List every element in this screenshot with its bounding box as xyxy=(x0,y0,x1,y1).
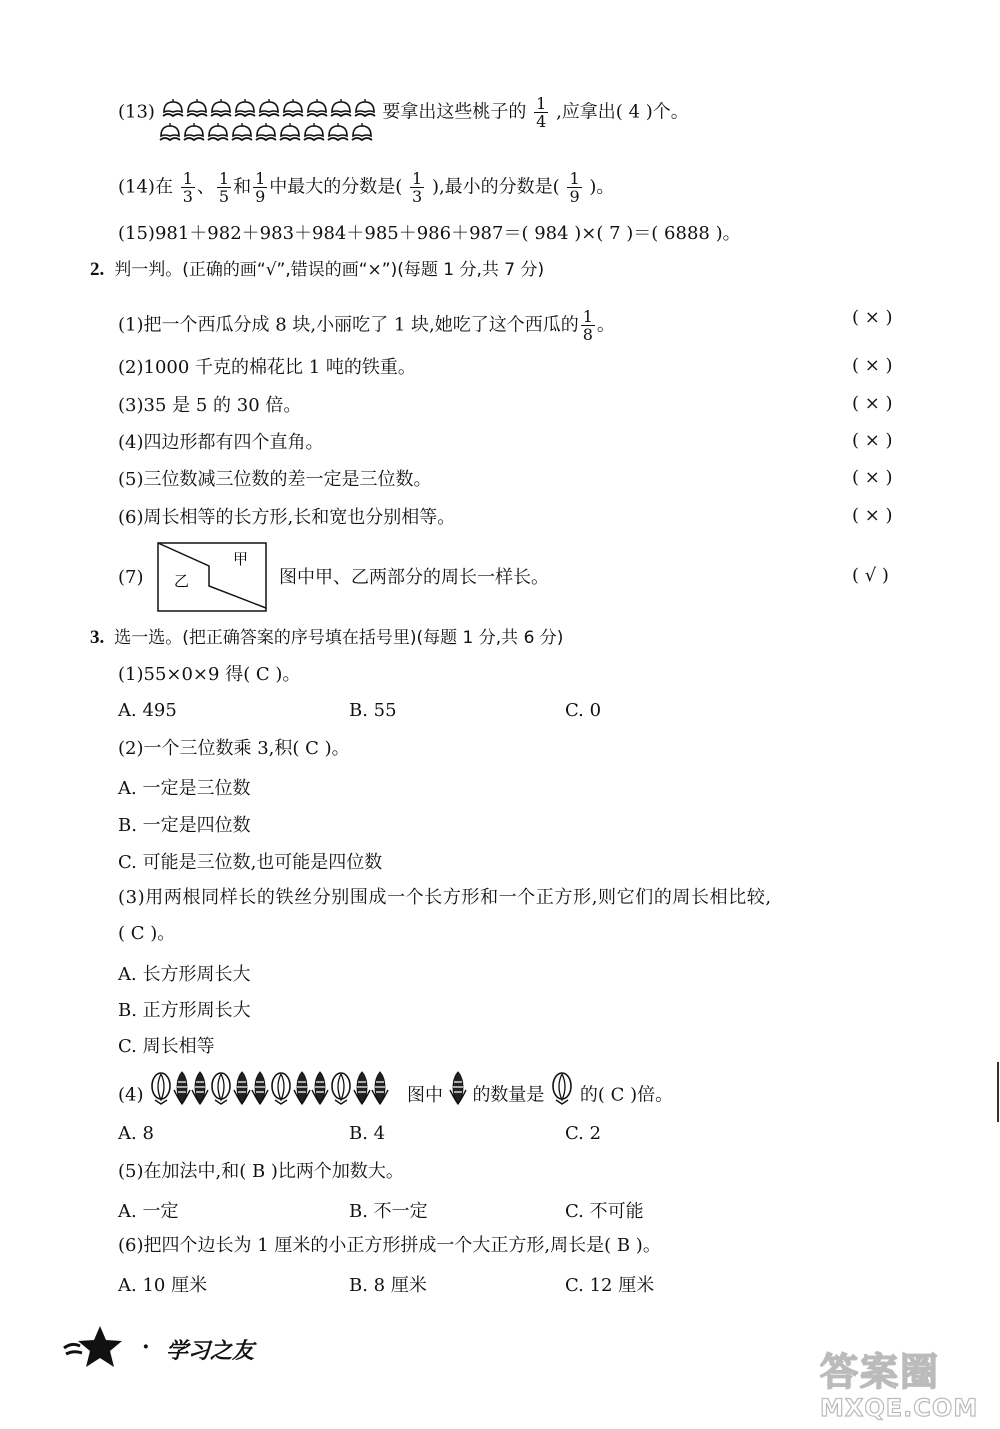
choice-6-a: A. 10 厘米 xyxy=(118,1275,208,1296)
footer xyxy=(62,1322,282,1374)
judge-1-mark: ( × ) xyxy=(852,307,893,328)
label-jia: 甲 xyxy=(233,550,249,568)
choice-4-a: A. 8 xyxy=(118,1123,154,1144)
question-15: (15)981＋982＋983＋984＋985＋986＋987＝( 984 )×( 7 )＝( 6888 )。 xyxy=(118,223,741,244)
fraction: $\frac{1}{3}$ xyxy=(182,169,193,206)
choice-1-b: B. 55 xyxy=(349,700,397,721)
choice-5-c: C. 不可能 xyxy=(565,1201,644,1222)
peach-icon xyxy=(158,122,182,151)
judge-4-mark: ( × ) xyxy=(852,430,893,451)
choice-1-a: A. 495 xyxy=(118,700,177,721)
peach-row-2 xyxy=(158,122,374,151)
peach-icon xyxy=(230,122,254,151)
cabbage-icon xyxy=(269,1070,293,1121)
choice-3-answer: ( C )。 xyxy=(118,923,176,944)
peach-icon xyxy=(302,122,326,151)
peach-icon xyxy=(182,122,206,151)
question-number: (13) xyxy=(118,101,155,123)
choice-6-question: (6)把四个边长为 1 厘米的小正方形拼成一个大正方形,周长是( B )。 xyxy=(118,1235,661,1256)
judge-5-mark: ( × ) xyxy=(852,467,893,488)
answer-max: $\frac{1}{3}$ xyxy=(412,169,423,206)
peach-icon xyxy=(350,122,374,151)
star-icon xyxy=(62,1322,128,1372)
section-3-heading xyxy=(90,626,563,650)
label-yi: 乙 xyxy=(174,572,190,590)
choice-1-c: C. 0 xyxy=(565,700,602,721)
choice-5-b: B. 不一定 xyxy=(349,1201,428,1222)
fraction: $\frac{1}{4}$ xyxy=(536,94,547,131)
judge-6: (6)周长相等的长方形,长和宽也分别相等。 xyxy=(118,507,456,528)
question-13: (13) 要拿出这些桃子的 $\frac{1}{4}$ ,应拿出( 4 )个。 xyxy=(118,94,689,131)
choice-6-c: C. 12 厘米 xyxy=(565,1275,655,1296)
choice-3-question: (3)用两根同样长的铁丝分别围成一个长方形和一个正方形,则它们的周长相比较, xyxy=(118,887,772,908)
cabbage-icon xyxy=(550,1070,574,1121)
perimeter-diagram xyxy=(157,542,267,612)
choice-5-question: (5)在加法中,和( B )比两个加数大。 xyxy=(118,1161,404,1182)
judge-4: (4)四边形都有四个直角。 xyxy=(118,432,324,453)
footer-dot: · xyxy=(142,1334,150,1360)
judge-6-mark: ( × ) xyxy=(852,505,893,526)
corn-icon xyxy=(371,1070,389,1121)
answer: 4 xyxy=(628,101,641,123)
choice-4-b: B. 4 xyxy=(349,1123,386,1144)
corn-icon xyxy=(449,1070,467,1121)
watermark xyxy=(820,1350,995,1426)
choice-4-c: C. 2 xyxy=(565,1123,602,1144)
cabbage-icon xyxy=(329,1070,353,1121)
judge-1: (1)把一个西瓜分成 8 块,小丽吃了 1 块,她吃了这个西瓜的 $\frac{1}{8}$ 。 xyxy=(118,307,615,344)
corn-icon xyxy=(311,1070,329,1121)
choice-2-c: C. 可能是三位数,也可能是四位数 xyxy=(118,852,383,873)
section-number: 2. xyxy=(90,259,105,280)
choice-3-a: A. 长方形周长大 xyxy=(118,964,251,985)
fraction: $\frac{1}{8}$ xyxy=(582,307,593,344)
choice-6-b: B. 8 厘米 xyxy=(349,1275,427,1296)
peach-icon xyxy=(254,122,278,151)
corn-icon xyxy=(173,1070,191,1121)
judge-3-mark: ( × ) xyxy=(852,393,893,414)
choice-2-question: (2)一个三位数乘 3,积( C )。 xyxy=(118,738,350,759)
corn-icon xyxy=(293,1070,311,1121)
judge-5: (5)三位数减三位数的差一定是三位数。 xyxy=(118,469,432,490)
question-14: (14)在 $\frac{1}{3}$ 、 $\frac{1}{5}$ 和 $\frac{1}{9}$ 中最大的分数是( $\frac{1}{3}$ ),最小的分数是( $\frac{1}{9}$ )。 xyxy=(118,169,615,206)
choice-5-a: A. 一定 xyxy=(118,1201,179,1222)
judge-7: 图中甲、乙两部分的周长一样长。 xyxy=(279,567,549,588)
choice-2-a: A. 一定是三位数 xyxy=(118,778,251,799)
answer-min: $\frac{1}{9}$ xyxy=(569,169,580,206)
choice-2-b: B. 一定是四位数 xyxy=(118,815,251,836)
peach-icon xyxy=(206,122,230,151)
cabbage-icon xyxy=(209,1070,233,1121)
vegetable-row xyxy=(149,1085,389,1106)
choice-3-b: B. 正方形周长大 xyxy=(118,1000,251,1021)
peach-icon xyxy=(278,122,302,151)
choice-4-question: (4) 图中 的数量是 的( C )倍。 xyxy=(118,1070,673,1121)
footer-brand: 学习之友 xyxy=(166,1339,255,1364)
scan-edge-line xyxy=(997,1062,999,1122)
corn-icon xyxy=(191,1070,209,1121)
section-title: 判一判。(正确的画“√”,错误的画“×”)(每题 1 分,共 7 分) xyxy=(114,260,545,280)
choice-3-c: C. 周长相等 xyxy=(118,1036,215,1057)
judge-3: (3)35 是 5 的 30 倍。 xyxy=(118,395,302,416)
corn-icon xyxy=(251,1070,269,1121)
watermark-logo: 答案圈 xyxy=(820,1350,941,1394)
judge-2: (2)1000 千克的棉花比 1 吨的铁重。 xyxy=(118,357,416,378)
section-number: 3. xyxy=(90,627,105,648)
peach-row-1 xyxy=(161,102,377,123)
choice-1-question: (1)55×0×9 得( C )。 xyxy=(118,664,301,685)
peach-icon xyxy=(326,122,350,151)
fraction: $\frac{1}{5}$ xyxy=(218,169,230,206)
judge-7-label: (7) xyxy=(118,567,144,588)
watermark-url: MXQE.COM xyxy=(820,1394,979,1422)
judge-2-mark: ( × ) xyxy=(852,355,893,376)
fraction: $\frac{1}{9}$ xyxy=(255,169,266,206)
judge-7-mark: ( √ ) xyxy=(852,565,889,586)
section-2-heading xyxy=(90,258,544,282)
cabbage-icon xyxy=(149,1070,173,1121)
corn-icon xyxy=(353,1070,371,1121)
corn-icon xyxy=(233,1070,251,1121)
section-title: 选一选。(把正确答案的序号填在括号里)(每题 1 分,共 6 分) xyxy=(114,628,564,648)
